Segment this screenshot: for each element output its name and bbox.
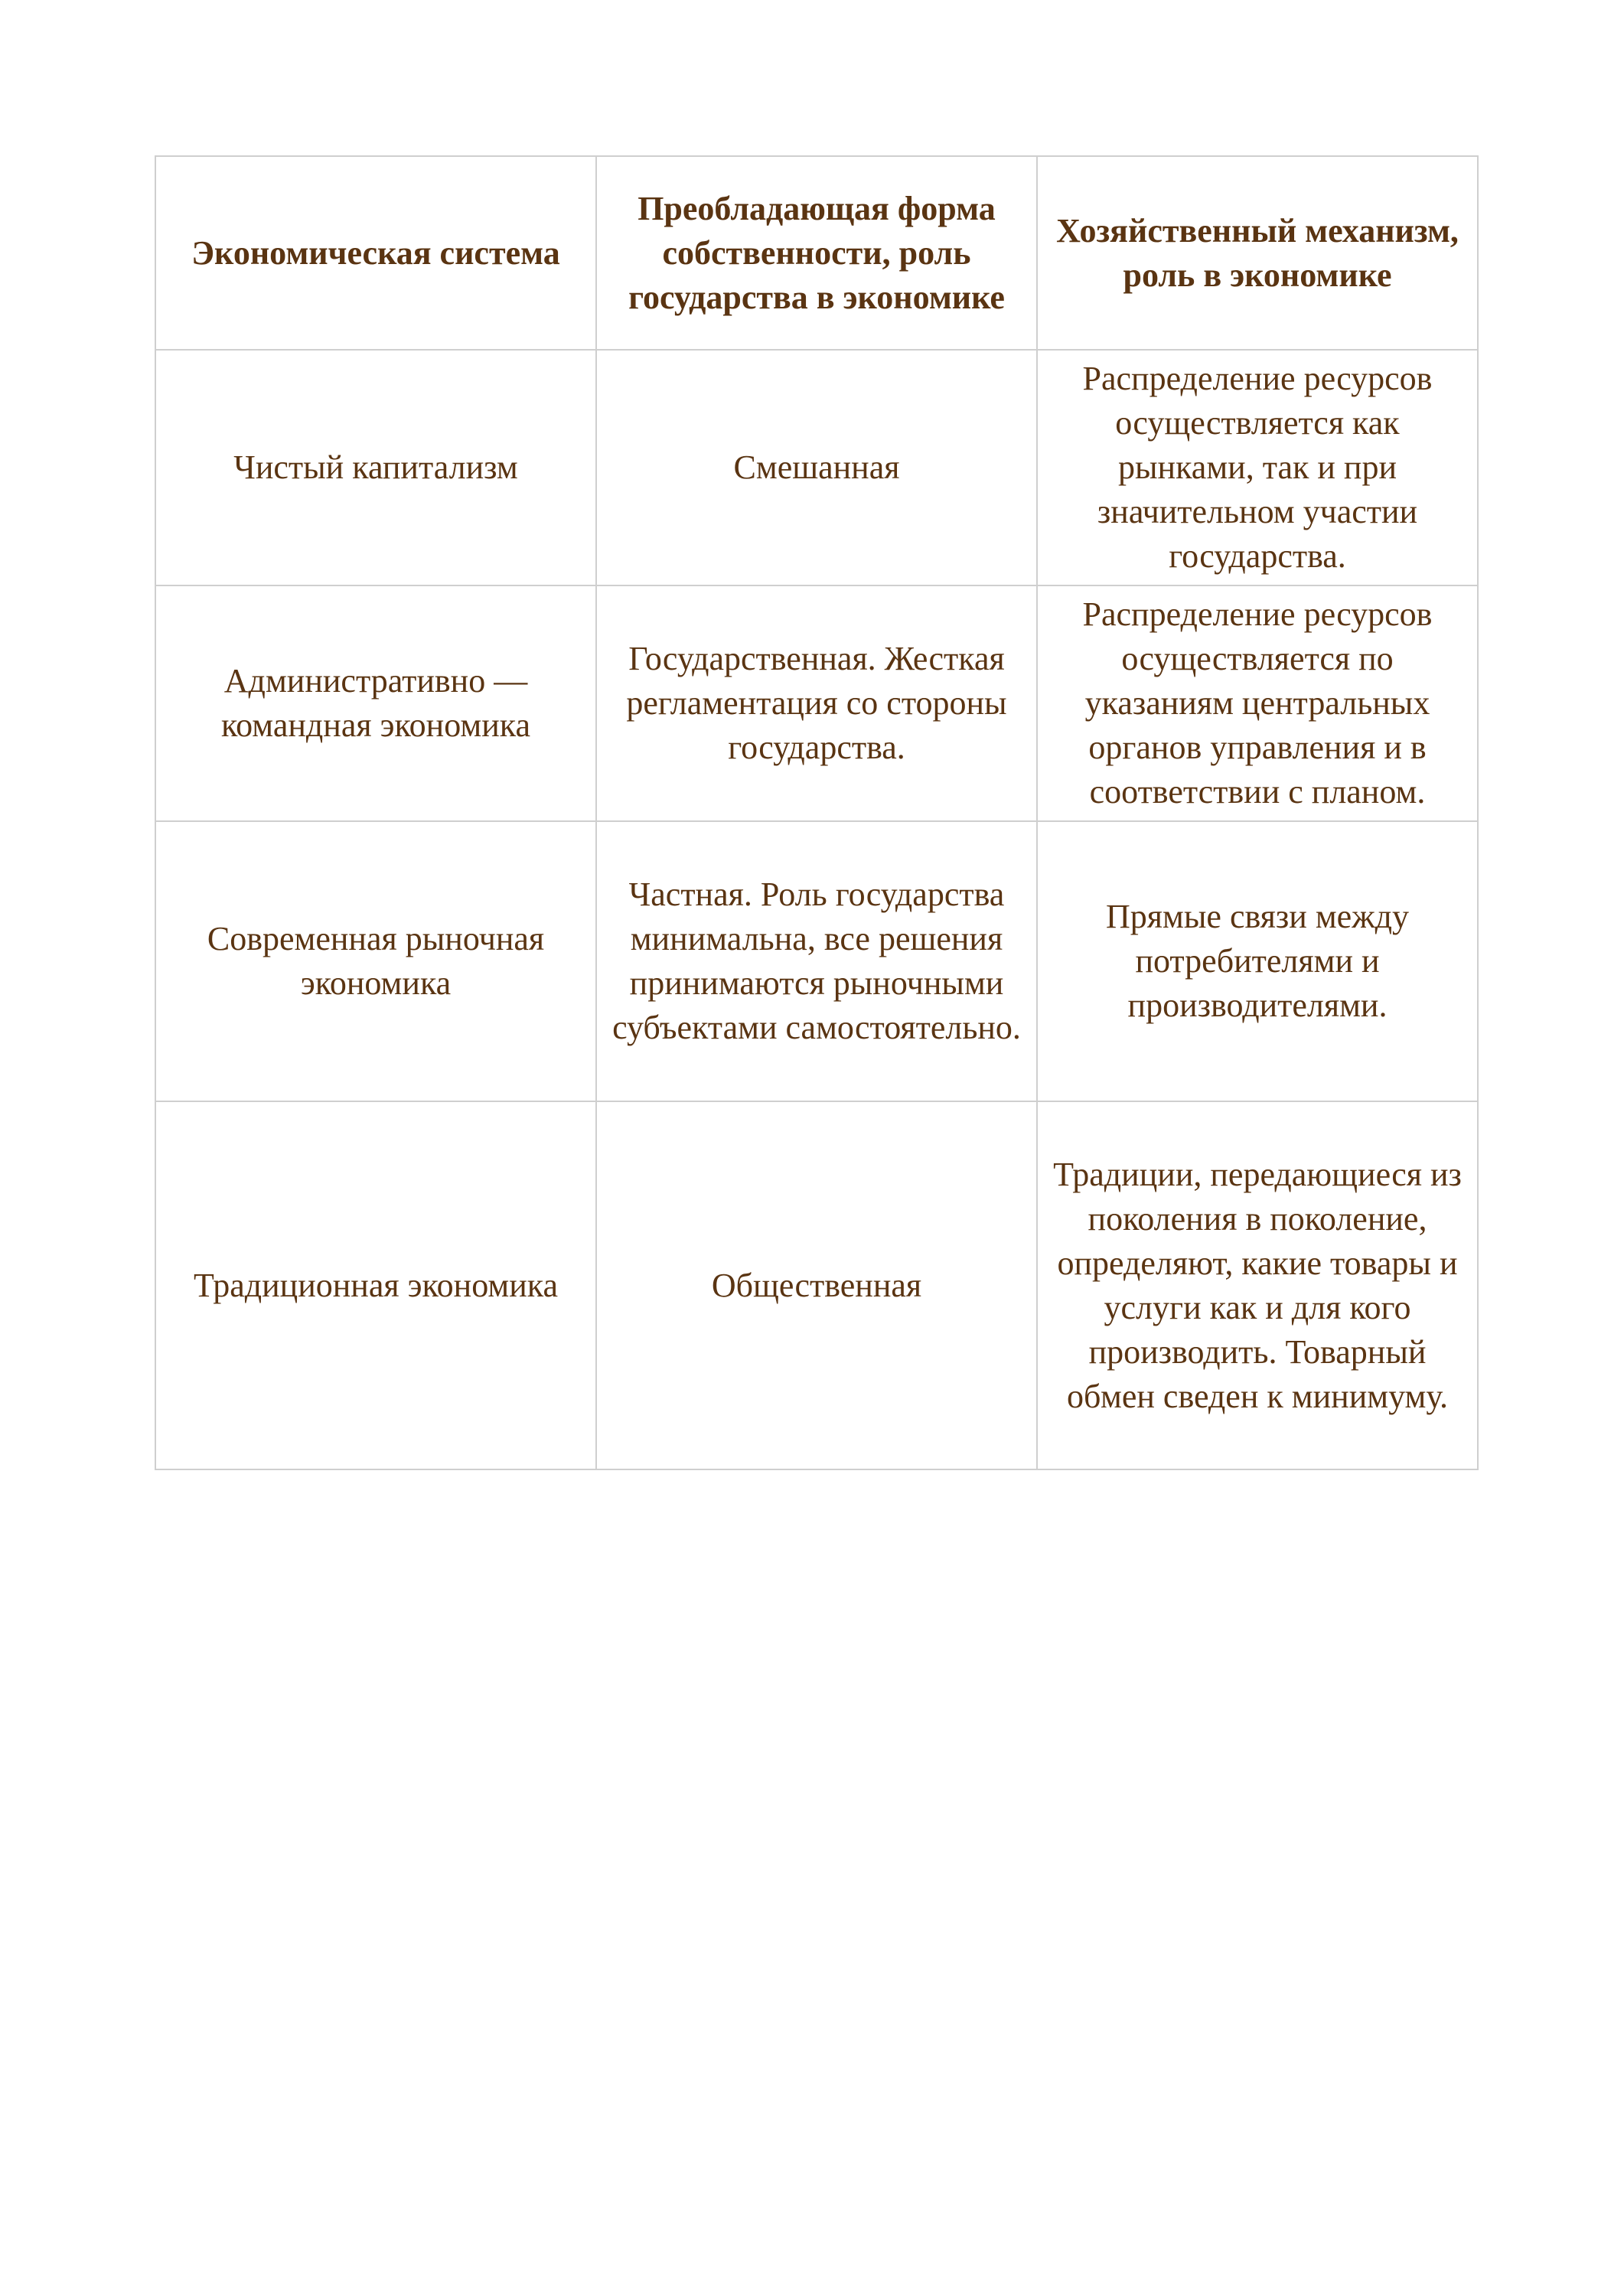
cell-ownership: Смешанная [596,350,1037,585]
cell-mechanism: Традиции, передающиеся из поколения в поколение, определяют, какие товары и услуги как и для кого производить. Товарный обмен сведен к минимуму. [1037,1101,1478,1469]
cell-ownership: Частная. Роль государства минимальна, все решения принимаются рыночными субъектами самостоятельно. [596,821,1037,1101]
header-economic-mechanism: Хозяйственный механизм, роль в экономике [1037,156,1478,350]
cell-mechanism: Распределение ресурсов осуществляется как рынками, так и при значительном участии государства. [1037,350,1478,585]
cell-system: Административно — командная экономика [155,585,596,821]
table-row [155,821,1478,1101]
cell-mechanism: Распределение ресурсов осуществляется по указаниям центральных органов управления и в соответствии с планом. [1037,585,1478,821]
cell-system: Традиционная экономика [155,1101,596,1469]
table-row [155,1101,1478,1469]
cell-ownership: Государственная. Жесткая регламентация со стороны государства. [596,585,1037,821]
cell-mechanism: Прямые связи между потребителями и производителями. [1037,821,1478,1101]
header-economic-system: Экономическая система [155,156,596,350]
table-row [155,350,1478,585]
header-ownership-form: Преобладающая форма собственности, роль государства в экономике [596,156,1037,350]
cell-ownership: Общественная [596,1101,1037,1469]
economic-systems-table [155,155,1479,1470]
cell-system: Чистый капитализм [155,350,596,585]
table-row [155,585,1478,821]
table-header-row [155,156,1478,350]
cell-system: Современная рыночная экономика [155,821,596,1101]
